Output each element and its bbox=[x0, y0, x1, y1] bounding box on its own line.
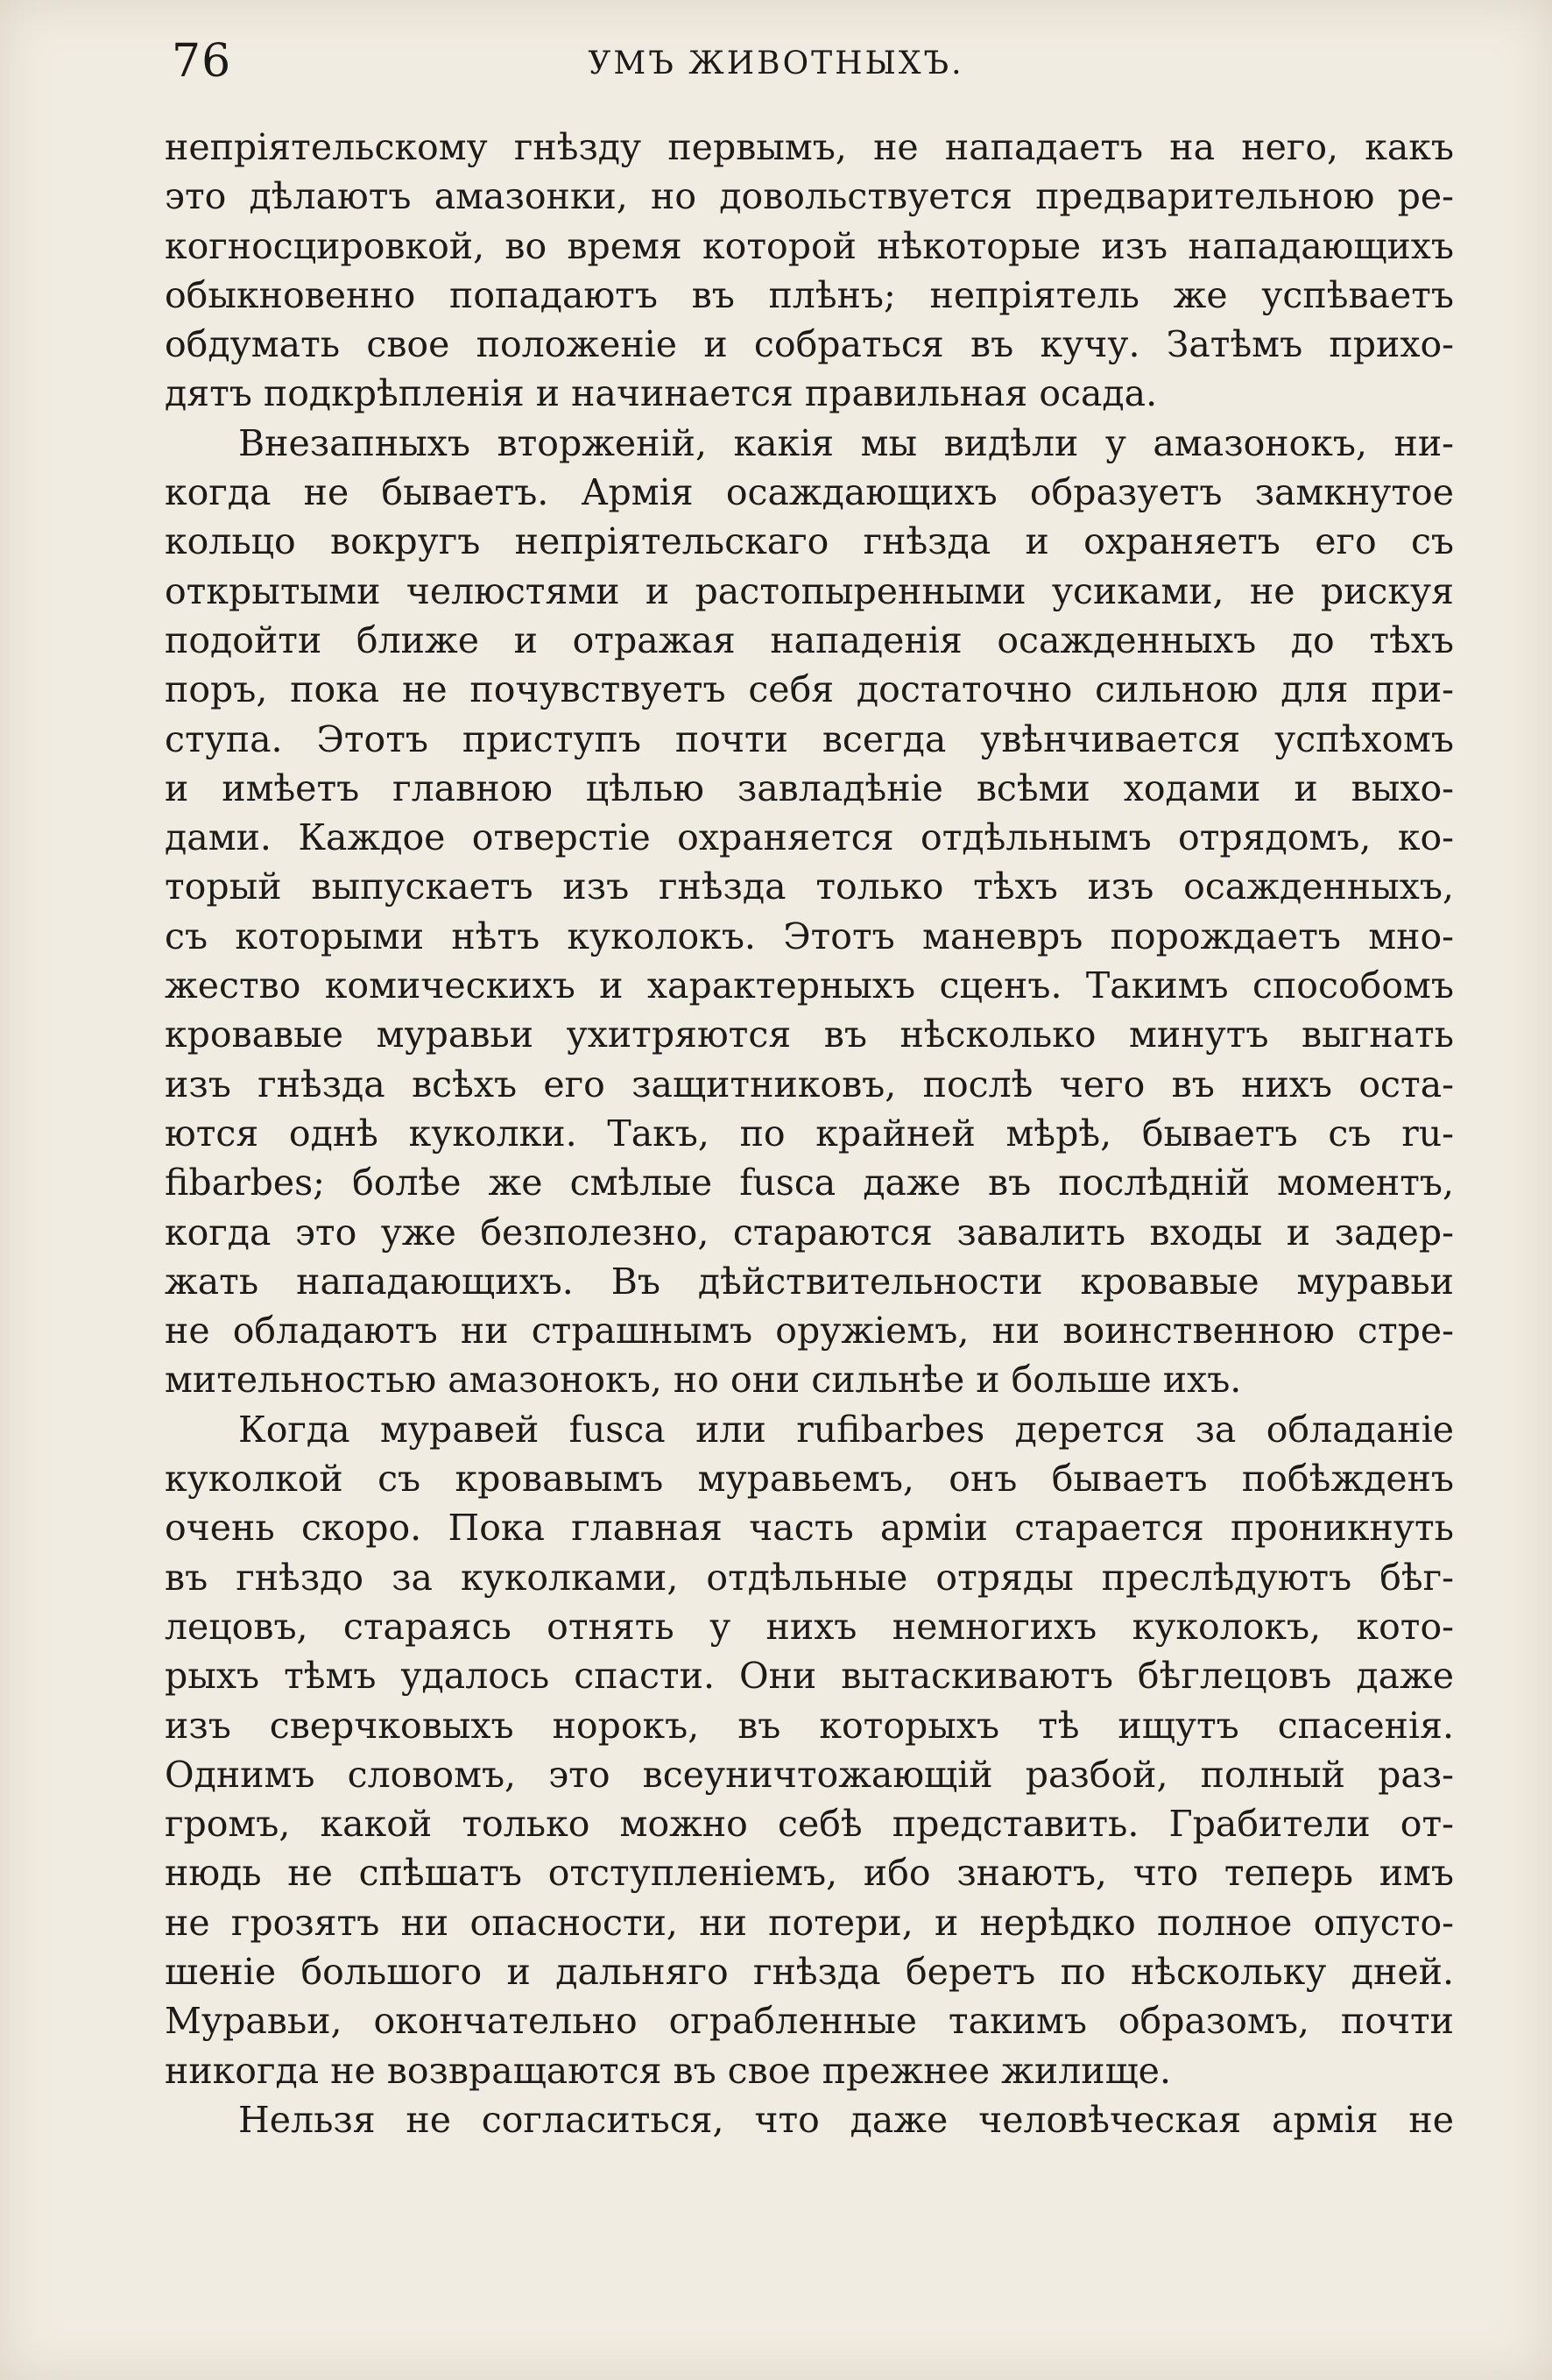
text-line: Муравьи, окончательно ограбленные такимъ образомъ, почти bbox=[165, 2000, 1454, 2043]
text-line: нюдь не спѣшатъ отступленіемъ, ибо знаютъ, что теперь имъ bbox=[165, 1852, 1454, 1895]
text-line: жество комическихъ и характерныхъ сценъ. Такимъ способомъ bbox=[165, 964, 1454, 1007]
text-line: шеніе большого и дальняго гнѣзда беретъ по нѣскольку дней. bbox=[165, 1950, 1454, 1993]
text-line: куколкой съ кровавымъ муравьемъ, онъ бываетъ побѣжденъ bbox=[165, 1458, 1454, 1501]
text-line: кольцо вокругъ непріятельскаго гнѣзда и охраняетъ его съ bbox=[165, 520, 1454, 563]
paragraph bbox=[165, 419, 1454, 1405]
paragraph bbox=[165, 2095, 1454, 2144]
text-line: лецовъ, стараясь отнять у нихъ немногихъ куколокъ, кото- bbox=[165, 1605, 1454, 1648]
text-line: изъ гнѣзда всѣхъ его защитниковъ, послѣ чего въ нихъ оста- bbox=[165, 1063, 1454, 1105]
text-line: и имѣетъ главною цѣлью завладѣніе всѣми ходами и выхо- bbox=[165, 766, 1454, 809]
body-text bbox=[165, 123, 1454, 2144]
text-line: жать нападающихъ. Въ дѣйствительности кровавые муравьи bbox=[165, 1260, 1454, 1303]
text-line: fibarbes; болѣе же смѣлые fusca даже въ послѣдній моментъ, bbox=[165, 1162, 1454, 1204]
text-line: ются однѣ куколки. Такъ, по крайней мѣрѣ, бываетъ съ ru- bbox=[165, 1112, 1454, 1155]
text-line: съ которыми нѣтъ куколокъ. Этотъ маневръ порождаетъ мно- bbox=[165, 915, 1454, 957]
text-line: Нельзя не согласиться, что даже человѣческая армія не bbox=[238, 2098, 1454, 2141]
text-line: очень скоро. Пока главная часть арміи старается проникнуть bbox=[165, 1507, 1454, 1550]
text-line: обдумать свое положеніе и собраться въ кучу. Затѣмъ прихо- bbox=[165, 323, 1454, 366]
text-line: когда не бываетъ. Армія осаждающихъ образуетъ замкнутое bbox=[165, 471, 1454, 514]
text-line: Однимъ словомъ, это всеуничтожающій разбой, полный раз- bbox=[165, 1753, 1454, 1796]
text-line: дами. Каждое отверстіе охраняется отдѣльнымъ отрядомъ, ко- bbox=[165, 816, 1454, 859]
text-line: непріятельскому гнѣзду первымъ, не нападаетъ на него, какъ bbox=[165, 126, 1454, 168]
text-line: торый выпускаетъ изъ гнѣзда только тѣхъ изъ осажденныхъ, bbox=[165, 865, 1454, 908]
text-line: Когда муравей fusca или rufibarbes дерется за обладаніе bbox=[238, 1408, 1454, 1451]
paragraph bbox=[165, 123, 1454, 419]
text-line: ступа. Этотъ приступъ почти всегда увѣнчивается успѣхомъ bbox=[165, 717, 1454, 760]
text-line: громъ, какой только можно себѣ представить. Грабители от- bbox=[165, 1803, 1454, 1846]
running-title: УМЪ ЖИВОТНЫХЪ. bbox=[588, 46, 964, 81]
text-line: въ гнѣздо за куколками, отдѣльные отряды преслѣдуютъ бѣг- bbox=[165, 1556, 1454, 1599]
text-line: это дѣлаютъ амазонки, но довольствуется предварительною ре- bbox=[165, 175, 1454, 218]
text-line: обыкновенно попадаютъ въ плѣнъ; непріятель же успѣваетъ bbox=[165, 273, 1454, 316]
text-line: мительностью амазонокъ, но они сильнѣе и больше ихъ. bbox=[165, 1359, 1242, 1402]
text-line: рыхъ тѣмъ удалось спасти. Они вытаскиваютъ бѣглецовъ даже bbox=[165, 1655, 1454, 1698]
paragraph bbox=[165, 1405, 1454, 2095]
text-line: открытыми челюстями и растопыренными усиками, не рискуя bbox=[165, 569, 1454, 612]
text-line: никогда не возвращаются въ свое прежнее жилище. bbox=[165, 2049, 1171, 2092]
text-line: кровавые муравьи ухитряются въ нѣсколько минутъ выгнать bbox=[165, 1013, 1454, 1056]
text-line: не обладаютъ ни страшнымъ оружіемъ, ни воинственною стре- bbox=[165, 1310, 1454, 1352]
text-line: изъ сверчковыхъ норокъ, въ которыхъ тѣ ищутъ спасенія. bbox=[165, 1704, 1454, 1747]
text-line: подойти ближе и отражая нападенія осажденныхъ до тѣхъ bbox=[165, 618, 1454, 661]
text-line: дятъ подкрѣпленія и начинается правильная осада. bbox=[165, 372, 1158, 415]
text-line: поръ, пока не почувствуетъ себя достаточно сильною для при- bbox=[165, 668, 1454, 711]
page-number: 76 bbox=[172, 35, 232, 88]
text-line: когносцировкой, во время которой нѣкоторые изъ нападающихъ bbox=[165, 224, 1454, 267]
text-line: не грозятъ ни опасности, ни потери, и нерѣдко полное опусто- bbox=[165, 1901, 1454, 1944]
text-line: Внезапныхъ вторженій, какія мы видѣли у амазонокъ, ни- bbox=[238, 421, 1454, 464]
text-line: когда это уже безполезно, стараются завалить входы и задер- bbox=[165, 1211, 1454, 1254]
